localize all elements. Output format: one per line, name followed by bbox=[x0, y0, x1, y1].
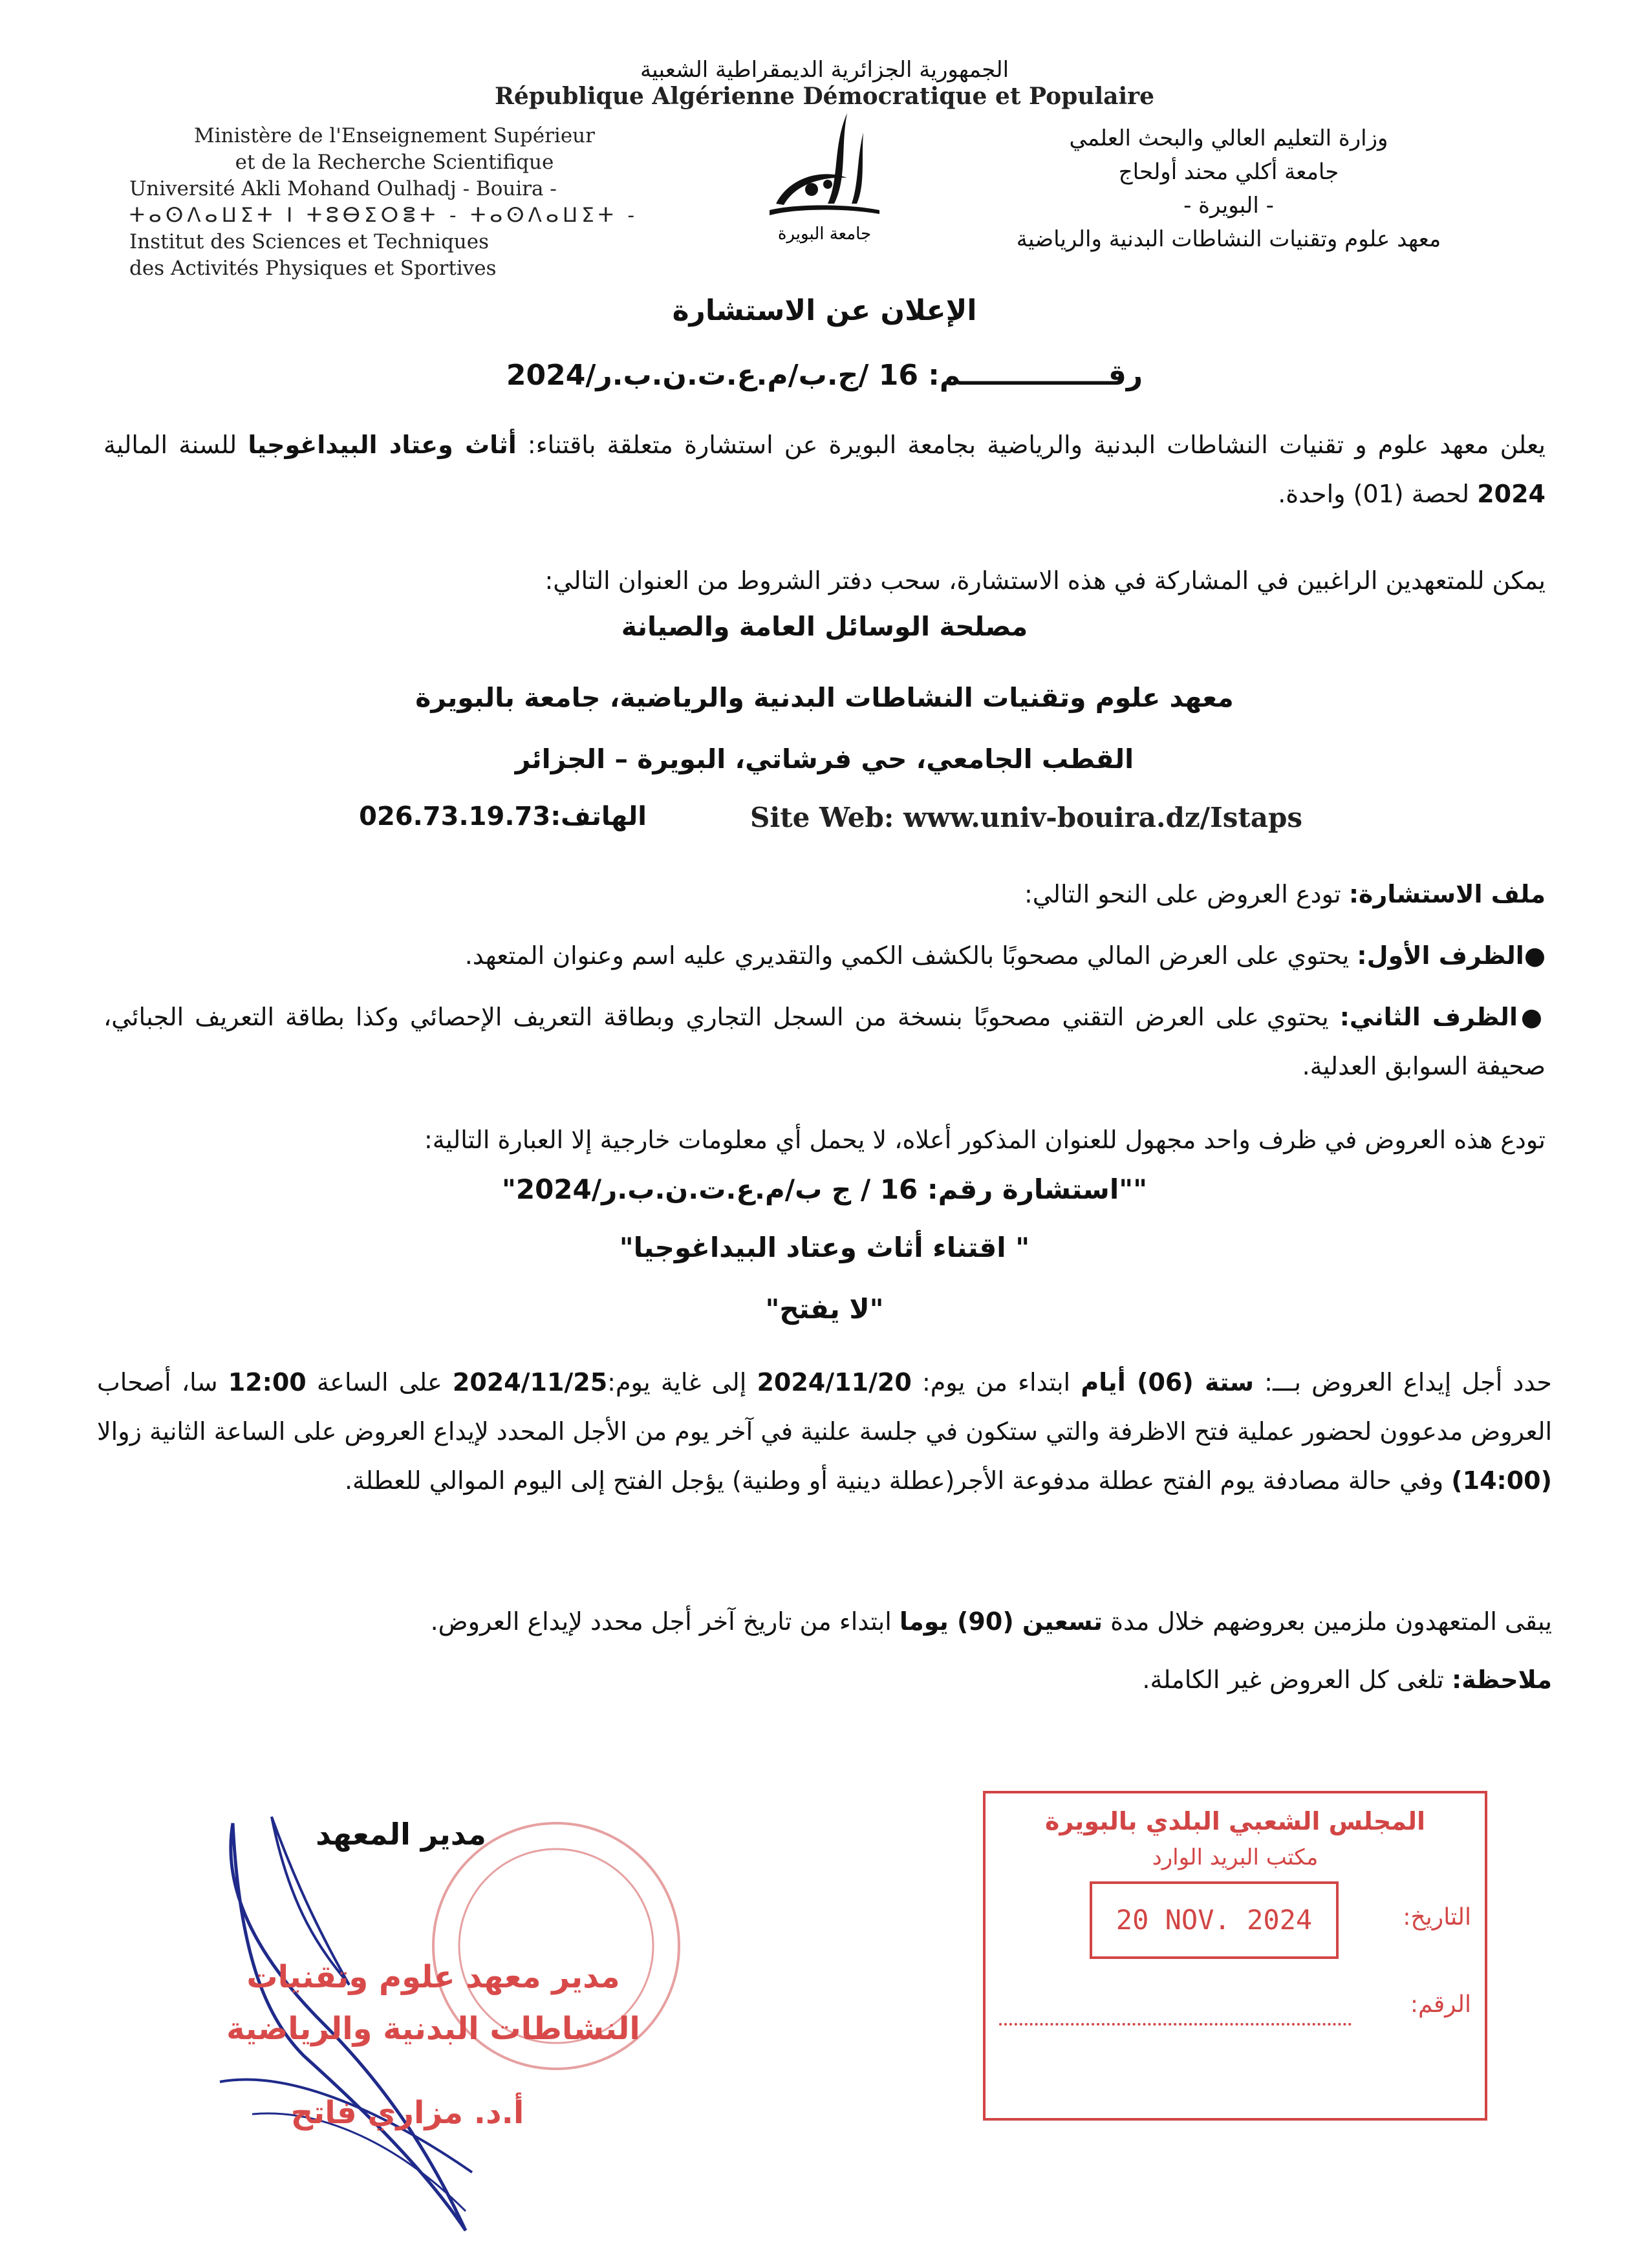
mail-stamp-date: 20 NOV. 2024 bbox=[1116, 1904, 1313, 1936]
deadline-end-date: 2024/11/25 bbox=[452, 1368, 608, 1396]
university-tifinagh: ⵜⴰⵙⴷⴰⵡⵉⵜ ⵏ ⵜⵓⴱⵉⵔⴻⵜ - ⵜⴰⵙⴷⴰⵡⵉⵜ - bbox=[129, 204, 638, 227]
mail-stamp-date-label: التاريخ: bbox=[1403, 1904, 1471, 1931]
deposit-paragraph: تودع هذه العروض في ظرف واحد مجهول للعنوان المذكور أعلاه، لا يحمل أي معلومات خارجية إلا العبارة التالية: bbox=[424, 1126, 1546, 1154]
header-republic-fr: République Algérienne Démocratique et Populaire bbox=[494, 83, 1155, 110]
intro-text: يعلن معهد علوم و تقنيات النشاطات البدنية والرياضية بجامعة البويرة عن استشارة متعلقة باقتناء: bbox=[527, 431, 1546, 459]
document-title: الإعلان عن الاستشارة bbox=[672, 294, 977, 327]
withdraw-paragraph: يمكن للمتعهدين الراغبين في المشاركة في هذه الاستشارة، سحب دفتر الشروط من العنوان التالي: bbox=[544, 566, 1546, 595]
deadline-text-e: سا، أصحاب العروض مدعوون لحضور عملية فتح الاظرفة والتي ستكون في جلسة علنية في آخر يوم من الأجل المحدد لإيداع العروض على الساعة الثانية زوالا bbox=[97, 1368, 1552, 1446]
institute-line1-fr: Institut des Sciences et Techniques bbox=[129, 230, 490, 253]
ministry-line2-fr: et de la Recherche Scientifique bbox=[235, 151, 554, 174]
mail-stamp-number-line bbox=[999, 2020, 1352, 2026]
mail-stamp-line2: مكتب البريد الوارد bbox=[1152, 1845, 1319, 1870]
address-campus: القطب الجامعي، حي فرشاتي، البويرة – الجزائر bbox=[515, 744, 1134, 775]
deadline-open-time: (14:00) bbox=[1451, 1466, 1552, 1495]
deadline-duration: ستة (06) أيام bbox=[1081, 1368, 1254, 1396]
file-section bbox=[103, 870, 1546, 919]
intro-lot: لحصة (01) واحدة. bbox=[1278, 480, 1470, 508]
mail-stamp-line1: المجلس الشعبي البلدي بالبويرة bbox=[1044, 1807, 1426, 1835]
envelope-2 bbox=[103, 992, 1546, 1091]
deadline-text-a: حدد أجل إيداع العروض بـــ: bbox=[1264, 1368, 1552, 1396]
university-fr: Université Akli Mohand Oulhadj - Bouira - bbox=[129, 177, 557, 200]
note-paragraph bbox=[97, 1655, 1552, 1704]
logo-caption: جامعة البويرة bbox=[777, 224, 872, 244]
address-service: مصلحة الوسائل العامة والصيانة bbox=[621, 611, 1028, 642]
deadline-text-c: إلى غاية يوم: bbox=[607, 1368, 747, 1396]
institute-ar: معهد علوم وتقنيات النشاطات البدنية والرياضية bbox=[1016, 226, 1441, 252]
note-text: تلغى كل العروض غير الكاملة. bbox=[1142, 1665, 1444, 1694]
ministry-line1-fr: Ministère de l'Enseignement Supérieur bbox=[194, 124, 595, 147]
commitment-paragraph bbox=[97, 1597, 1552, 1646]
website-link[interactable]: Site Web: www.univ-bouira.dz/Istaps bbox=[750, 802, 1303, 833]
phone-line bbox=[285, 802, 647, 831]
envelope-2-label: ●الظرف الثاني: bbox=[1339, 1003, 1546, 1031]
header-right-block bbox=[938, 122, 1520, 256]
institute-line2-fr: des Activités Physiques et Sportives bbox=[129, 257, 497, 280]
director-name: أ.د. مزاري فاتح bbox=[290, 2095, 524, 2131]
envelope-1 bbox=[103, 931, 1546, 980]
envelope-quote-line2: " اقتناء أثاث وعتاد البيداغوجيا" bbox=[619, 1232, 1030, 1263]
address-institute: معهد علوم وتقنيات النشاطات البدنية والرياضية، جامعة بالبويرة bbox=[415, 682, 1234, 713]
header-republic-ar: الجمهورية الجزائرية الديمقراطية الشعبية bbox=[640, 57, 1009, 83]
university-ar: جامعة أكلي محند أولحاج bbox=[1118, 159, 1339, 185]
envelope-1-label: ●الظرف الأول: bbox=[1357, 941, 1546, 970]
university-logo bbox=[750, 107, 899, 249]
reference-number: رقـــــــــــــــم: 16 /ج.ب/م.ع.ت.ن.ب.ر/2024 bbox=[506, 359, 1143, 392]
commitment-days: تسعين (90) يوما bbox=[899, 1607, 1103, 1636]
director-stamp-line2: النشاطات البدنية والرياضية bbox=[226, 2011, 640, 2047]
note-label: ملاحظة: bbox=[1451, 1665, 1552, 1694]
file-label: ملف الاستشارة: bbox=[1348, 880, 1546, 908]
envelope-1-text: يحتوي على العرض المالي مصحوبًا بالكشف الكمي والتقديري عليه اسم وعنوان المتعهد. bbox=[464, 941, 1350, 970]
director-title: مدير المعهد bbox=[316, 1817, 486, 1852]
deadline-text-b: ابتداء من يوم: bbox=[921, 1368, 1071, 1396]
header-left-block bbox=[129, 123, 660, 282]
phone-number: 026.73.19.73 bbox=[359, 802, 551, 831]
envelope-quote-line1: ""استشارة رقم: 16 / ج ب/م.ع.ت.ن.ب.ر/2024" bbox=[501, 1173, 1148, 1205]
deadline-paragraph bbox=[97, 1358, 1552, 1505]
deadline-text-d: على الساعة bbox=[316, 1368, 442, 1396]
envelope-2-text: يحتوي على العرض التقني مصحوبًا بنسخة من السجل التجاري وبطاقة التعريف الإحصائي وكذا بطاقة التعريف الجبائي، صحيفة السوابق العدلية. bbox=[103, 1003, 1546, 1080]
intro-paragraph bbox=[103, 420, 1546, 519]
deadline-time: 12:00 bbox=[228, 1368, 307, 1396]
intro-suffix: للسنة المالية bbox=[103, 431, 237, 459]
intro-object: أثاث وعتاد البيداغوجيا bbox=[248, 431, 517, 459]
deadline-text-f: وفي حالة مصادفة يوم الفتح عطلة مدفوعة الأجر(عطلة دينية أو وطنية) يؤجل الفتح إلى اليوم الموالي للعطلة. bbox=[344, 1466, 1444, 1495]
city-ar: - البويرة - bbox=[1183, 193, 1274, 219]
commitment-text-b: ابتداء من تاريخ آخر أجل محدد لإيداع العروض. bbox=[430, 1607, 892, 1636]
ministry-ar: وزارة التعليم العالي والبحث العلمي bbox=[1069, 125, 1388, 151]
commitment-text-a: يبقى المتعهدون ملزمين بعروضهم خلال مدة bbox=[1110, 1607, 1552, 1636]
phone-label: الهاتف: bbox=[550, 802, 647, 831]
file-text: تودع العروض على النحو التالي: bbox=[1024, 880, 1341, 908]
envelope-quote-line3: "لا يفتح" bbox=[765, 1293, 884, 1325]
director-stamp-line1: مدير معهد علوم وتقنيات bbox=[246, 1959, 620, 1995]
intro-year: 2024 bbox=[1477, 480, 1546, 508]
mail-stamp-number-label: الرقم: bbox=[1410, 1991, 1471, 2018]
deadline-start-date: 2024/11/20 bbox=[757, 1368, 912, 1396]
